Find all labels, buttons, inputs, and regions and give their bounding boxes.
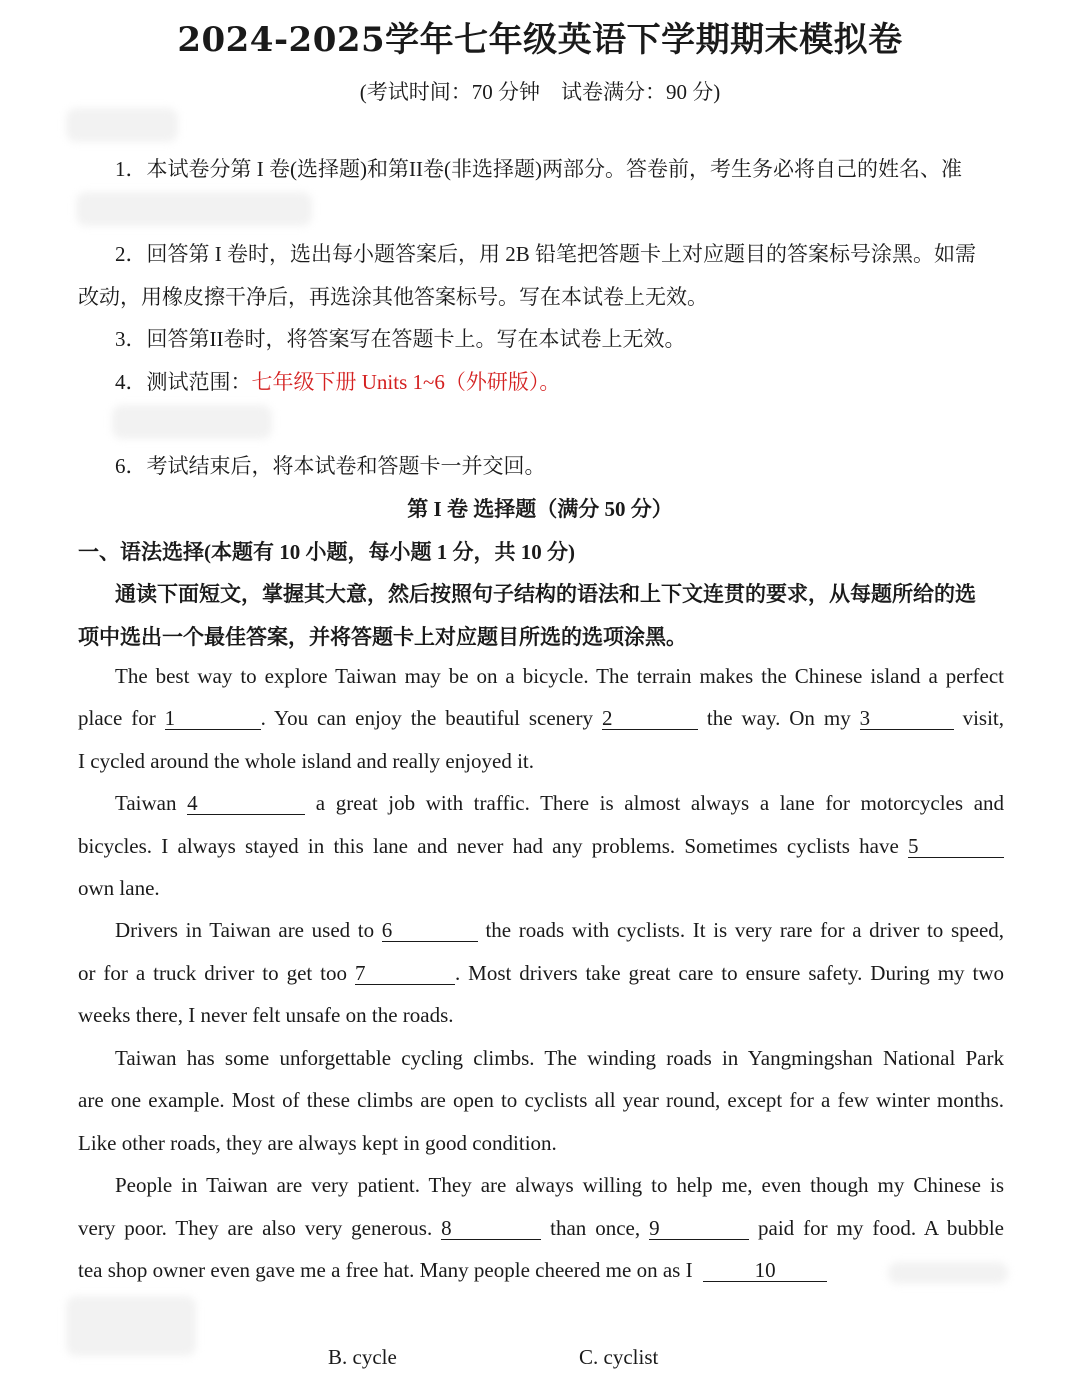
passage-text: visit, bbox=[962, 706, 1005, 730]
instructions-line-2: 项中选出一个最佳答案，并将答题卡上对应题目所选的选项涂黑。 bbox=[78, 625, 687, 649]
instructions-line-1: 通读下面短文，掌握其大意，然后按照句子结构的语法和上下文连贯的要求，从每题所给的选 bbox=[115, 582, 976, 606]
passage-line: own lane. bbox=[78, 876, 160, 900]
passage-text: or for a truck driver to get too bbox=[78, 961, 348, 985]
passage-text: . Most drivers take great care to ensure safety. During my two bbox=[454, 961, 1005, 985]
passage-line: The best way to explore Taiwan may be on a bicycle. The terrain makes the Chinese island a perfect bbox=[115, 664, 1004, 688]
blank-7: 7 bbox=[355, 962, 455, 985]
option-b: B. cycle bbox=[328, 1345, 397, 1369]
blurred-area bbox=[888, 1262, 1008, 1284]
blank-6: 6 bbox=[382, 919, 478, 942]
note-4 bbox=[115, 366, 1004, 396]
passage-line bbox=[78, 1216, 1004, 1241]
note-4-prefix: 4．测试范围： bbox=[115, 370, 252, 394]
passage-line bbox=[78, 706, 1004, 731]
blank-4: 4 bbox=[187, 792, 305, 815]
passage-text: tea shop owner even gave me a free hat. Many people cheered me on as I bbox=[78, 1258, 693, 1282]
passage-text: very poor. They are also very generous. bbox=[78, 1216, 433, 1240]
blank-2: 2 bbox=[602, 707, 698, 730]
note-2b: 改动，用橡皮擦干净后，再选涂其他答案标号。写在本试卷上无效。 bbox=[78, 285, 708, 309]
passage-text: . You can enjoy the beautiful scenery bbox=[260, 706, 593, 730]
passage-text: Drivers in Taiwan are used to bbox=[115, 918, 375, 942]
passage-text: bicycles. I always stayed in this lane and never had any problems. Sometimes cyclists have bbox=[78, 834, 899, 858]
note-2a: 2．回答第 I 卷时，选出每小题答案后，用 2B 铅笔把答题卡上对应题目的答案标号涂黑。如需 bbox=[115, 242, 976, 266]
passage-text: than once, bbox=[550, 1216, 641, 1240]
passage-text: the way. On my bbox=[706, 706, 851, 730]
blurred-area bbox=[66, 108, 178, 142]
note-6: 6．考试结束后，将本试卷和答题卡一并交回。 bbox=[115, 454, 546, 478]
passage-line bbox=[115, 918, 1004, 943]
passage-line: I cycled around the whole island and really enjoyed it. bbox=[78, 749, 535, 773]
note-3: 3．回答第II卷时，将答案写在答题卡上。写在本试卷上无效。 bbox=[115, 327, 686, 351]
passage-line: are one example. Most of these climbs are open to cyclists all year round, except for a few winter months. bbox=[78, 1088, 1004, 1112]
note-1: 1．本试卷分第 I 卷(选择题)和第II卷(非选择题)两部分。答卷前，考生务必将自己的姓名、准 bbox=[115, 157, 962, 181]
passage-text: place for bbox=[78, 706, 156, 730]
blank-3: 3 bbox=[860, 707, 954, 730]
passage-line: Like other roads, they are always kept in good condition. bbox=[78, 1131, 557, 1155]
passage-text: Taiwan bbox=[115, 791, 177, 815]
blank-1: 1 bbox=[165, 707, 261, 730]
passage-text: paid for my food. A bubble bbox=[758, 1216, 1004, 1240]
passage-text: a great job with traffic. There is almost always a lane for motorcycles and bbox=[315, 791, 1005, 815]
passage-line bbox=[78, 834, 1004, 859]
section-heading: 第 I 卷 选择题（满分 50 分） bbox=[407, 497, 673, 521]
passage-line bbox=[78, 961, 1004, 986]
passage-line: weeks there, I never felt unsafe on the roads. bbox=[78, 1003, 454, 1027]
blank-10: 10 bbox=[703, 1259, 827, 1282]
passage-text: the roads with cyclists. It is very rare for a driver to speed, bbox=[485, 918, 1005, 942]
blurred-area bbox=[76, 192, 312, 226]
exam-title: 2024-2025学年七年级英语下学期期末模拟卷 bbox=[177, 20, 903, 60]
part-1-heading: 一、语法选择(本题有 10 小题，每小题 1 分，共 10 分) bbox=[78, 540, 575, 564]
blurred-area bbox=[66, 1296, 196, 1356]
blank-9: 9 bbox=[649, 1217, 749, 1240]
passage-line: People in Taiwan are very patient. They are always willing to help me, even though my Chinese is bbox=[115, 1173, 1004, 1197]
blank-8: 8 bbox=[441, 1217, 541, 1240]
blank-5: 5 bbox=[908, 835, 1004, 858]
passage-line bbox=[115, 791, 1004, 816]
test-scope: 七年级下册 Units 1~6（外研版）。 bbox=[251, 370, 561, 394]
passage-line bbox=[78, 1258, 890, 1283]
option-c: C. cyclist bbox=[579, 1345, 659, 1369]
exam-subtitle: (考试时间：70 分钟 试卷满分：90 分) bbox=[359, 80, 721, 104]
blurred-area bbox=[112, 405, 272, 439]
passage-line: Taiwan has some unforgettable cycling climbs. The winding roads in Yangmingshan National Park bbox=[115, 1046, 1004, 1070]
